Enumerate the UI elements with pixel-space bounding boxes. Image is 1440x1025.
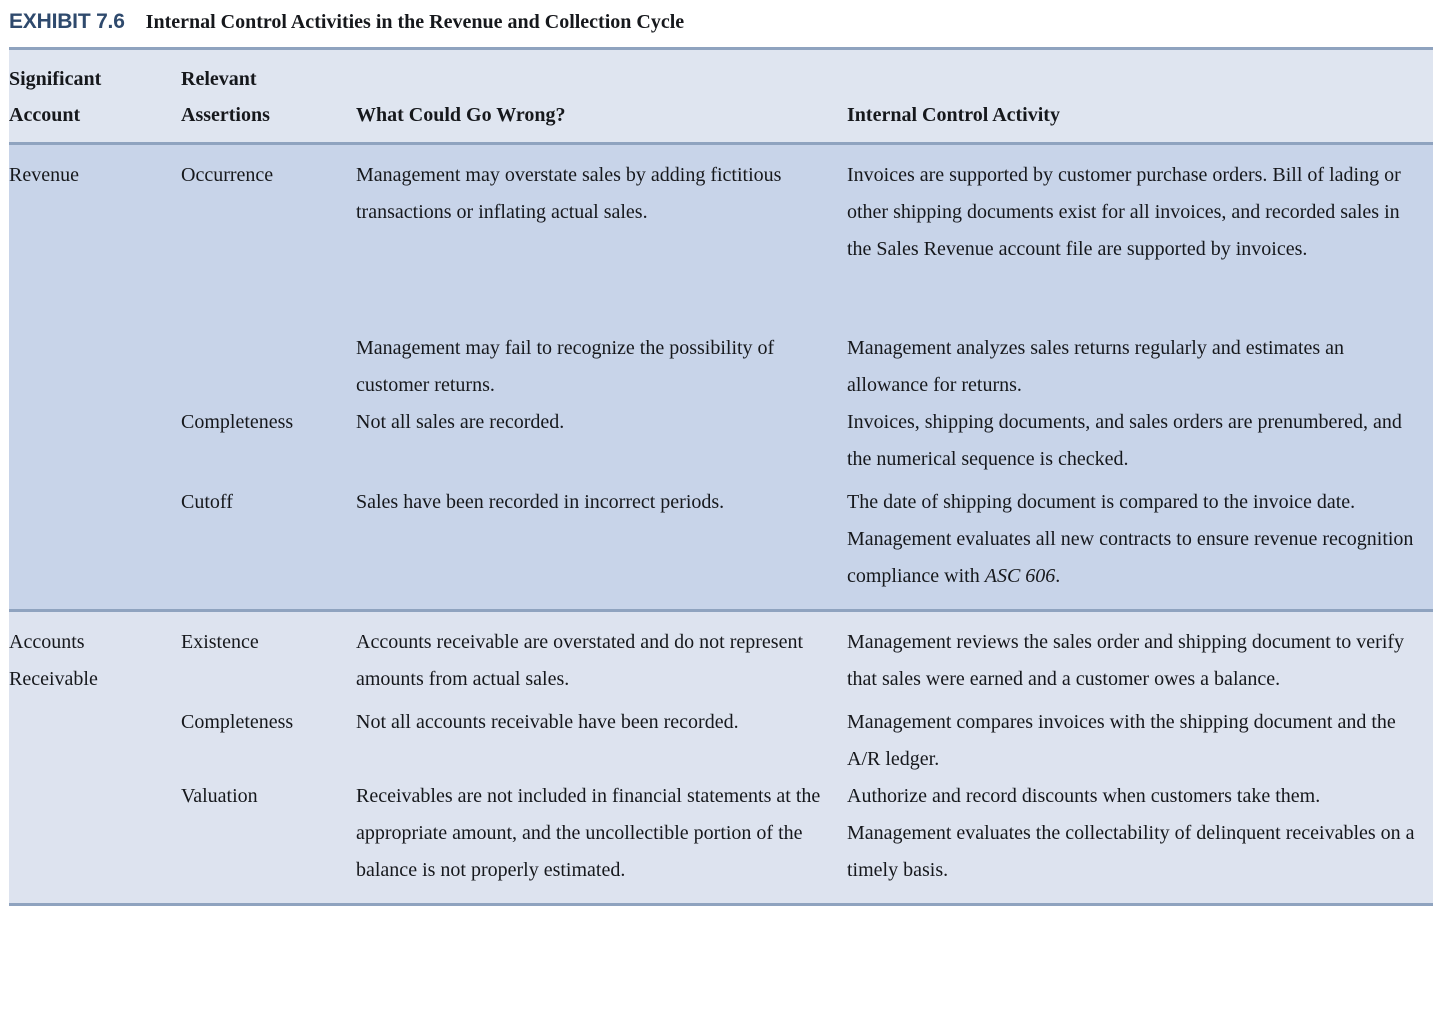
wcgw-text: Not all sales are recorded. bbox=[356, 411, 565, 433]
assertion-occurrence: Occurrence bbox=[181, 164, 274, 186]
wcgw-text: Management may overstate sales by adding fictitious transactions or inflating actual sales. bbox=[356, 164, 782, 223]
cell-relevant-assertion bbox=[181, 778, 356, 815]
significant-account-accounts-receivable-line2: Receivable bbox=[9, 668, 98, 690]
cell-internal-control-activity bbox=[847, 612, 1433, 698]
table-row bbox=[9, 612, 1433, 698]
cell-relevant-assertion bbox=[181, 484, 356, 521]
section-bottom-pad bbox=[9, 889, 1433, 903]
cell-internal-control-activity bbox=[847, 330, 1433, 404]
ica-text: Management reviews the sales order and shipping document to verify that sales were earned and a customer owes a balance. bbox=[847, 631, 1405, 690]
table-row bbox=[9, 330, 1433, 404]
cell-what-could-go-wrong bbox=[356, 330, 847, 404]
wcgw-text: Not all accounts receivable have been recorded. bbox=[356, 711, 739, 733]
column-header-internal-control-activity bbox=[847, 61, 1433, 133]
table-row bbox=[9, 404, 1433, 478]
cell-relevant-assertion bbox=[181, 704, 356, 741]
assertion-valuation: Valuation bbox=[181, 785, 258, 807]
ica-text-line2: Management evaluates the collectability of delinquent receivables on a timely basis. bbox=[847, 822, 1415, 881]
cell-what-could-go-wrong bbox=[356, 404, 847, 441]
ica-text: Management compares invoices with the shipping document and the A/R ledger. bbox=[847, 711, 1396, 770]
cell-internal-control-activity bbox=[847, 778, 1433, 889]
exhibit-caption bbox=[0, 0, 1440, 44]
column-header-significant-account-line2: Account bbox=[9, 104, 81, 126]
ica-asc606-suffix: . bbox=[1055, 565, 1061, 587]
assertion-existence: Existence bbox=[181, 631, 259, 653]
cell-significant-account bbox=[9, 145, 181, 194]
table-header-row bbox=[9, 50, 1433, 145]
column-header-what-could-go-wrong-label: What Could Go Wrong? bbox=[356, 104, 566, 126]
assertion-completeness: Completeness bbox=[181, 711, 294, 733]
cell-significant-account bbox=[9, 612, 181, 698]
cell-what-could-go-wrong bbox=[356, 484, 847, 521]
cell-internal-control-activity bbox=[847, 484, 1433, 595]
wcgw-text: Accounts receivable are overstated and do not represent amounts from actual sales. bbox=[356, 631, 804, 690]
ica-text: Management analyzes sales returns regularly and estimates an allowance for returns. bbox=[847, 337, 1345, 396]
ica-text-line1: The date of shipping document is compared to the invoice date. bbox=[847, 491, 1356, 513]
exhibit-title: Internal Control Activities in the Revenue and Collection Cycle bbox=[145, 10, 685, 33]
column-header-significant-account-line1: Significant bbox=[9, 68, 102, 90]
ica-text: Invoices, shipping documents, and sales orders are prenumbered, and the numerical sequence is checked. bbox=[847, 411, 1402, 470]
ica-text: Invoices are supported by customer purchase orders. Bill of lading or other shipping documents exist for all invoices, and recorded sales in the Sales Revenue account file are supported by invoices. bbox=[847, 164, 1401, 260]
significant-account-revenue: Revenue bbox=[9, 164, 79, 186]
significant-account-accounts-receivable-line1: Accounts bbox=[9, 631, 85, 653]
column-header-relevant-assertions-line1: Relevant bbox=[181, 68, 257, 90]
cell-internal-control-activity bbox=[847, 704, 1433, 778]
section-bottom-pad bbox=[9, 595, 1433, 609]
wcgw-text: Sales have been recorded in incorrect periods. bbox=[356, 491, 725, 513]
table-row bbox=[9, 704, 1433, 778]
exhibit-number-label: EXHIBIT 7.6 bbox=[9, 10, 125, 33]
ica-text-line1: Authorize and record discounts when customers take them. bbox=[847, 785, 1321, 807]
table-row bbox=[9, 484, 1433, 595]
ica-text-line2 bbox=[847, 521, 1421, 595]
cell-what-could-go-wrong bbox=[356, 778, 847, 889]
cell-what-could-go-wrong bbox=[356, 612, 847, 698]
ica-asc606-prefix: Management evaluates all new contracts to ensure revenue recognition compliance with bbox=[847, 528, 1414, 587]
column-header-relevant-assertions bbox=[181, 61, 356, 133]
wcgw-text: Receivables are not included in financial statements at the appropriate amount, and the uncollectible portion of the balance is not properly estimated. bbox=[356, 785, 821, 881]
column-header-significant-account bbox=[9, 61, 181, 133]
cell-what-could-go-wrong bbox=[356, 704, 847, 741]
section-accounts-receivable bbox=[9, 612, 1433, 906]
column-header-internal-control-activity-label: Internal Control Activity bbox=[847, 104, 1060, 126]
table-row bbox=[9, 778, 1433, 889]
cell-relevant-assertion bbox=[181, 612, 356, 661]
cell-what-could-go-wrong bbox=[356, 145, 847, 231]
ica-asc606-reference: ASC 606 bbox=[984, 565, 1056, 587]
cell-relevant-assertion bbox=[181, 404, 356, 441]
wcgw-text: Management may fail to recognize the possibility of customer returns. bbox=[356, 337, 775, 396]
column-header-what-could-go-wrong bbox=[356, 61, 847, 133]
cell-relevant-assertion bbox=[181, 145, 356, 194]
assertion-cutoff: Cutoff bbox=[181, 491, 233, 513]
cell-internal-control-activity bbox=[847, 145, 1433, 268]
assertion-completeness: Completeness bbox=[181, 411, 294, 433]
cell-internal-control-activity bbox=[847, 404, 1433, 478]
row-spacer bbox=[9, 268, 1433, 330]
table-row bbox=[9, 145, 1433, 268]
control-activities-table bbox=[9, 47, 1433, 906]
column-header-relevant-assertions-line2: Assertions bbox=[181, 104, 270, 126]
section-revenue bbox=[9, 145, 1433, 612]
